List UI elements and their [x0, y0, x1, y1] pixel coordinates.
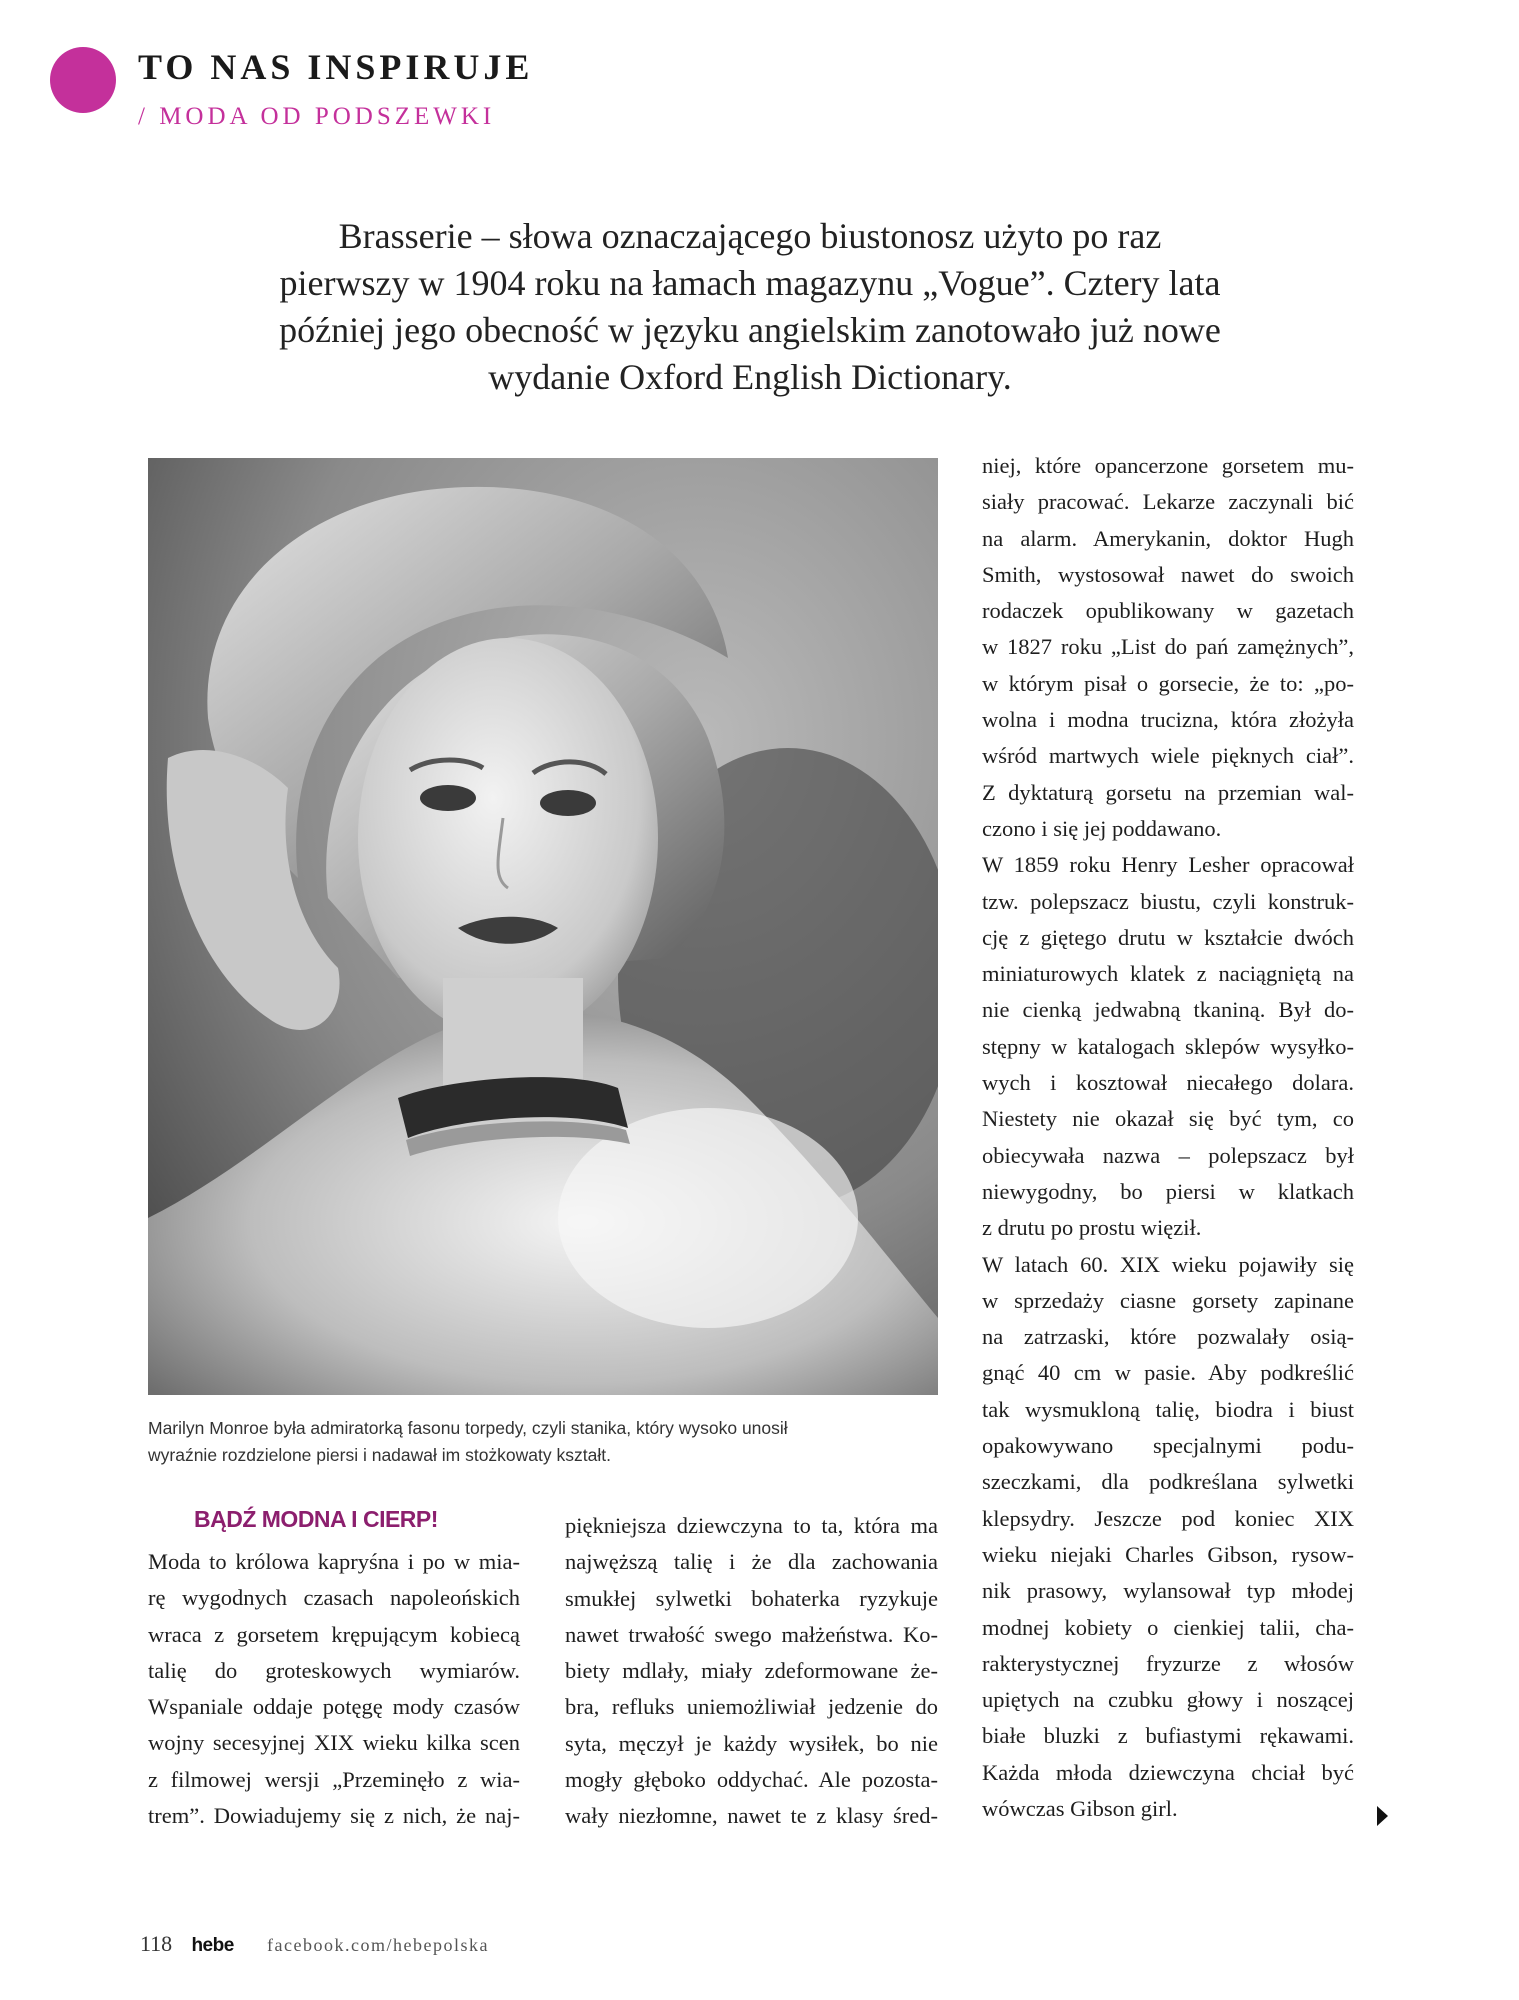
text-line: stępny w katalogach sklepów wysyłko- [982, 1033, 1354, 1059]
article-column-2 [565, 1508, 938, 1835]
text-line: na zatrzaski, które pozwalały osią- [982, 1324, 1354, 1350]
text-line: nik prasowy, wylansował typ młodej [982, 1578, 1354, 1604]
text-line: miniaturowych klatek z naciągniętą na [982, 961, 1354, 987]
text-line: czono i się jej poddawano. [982, 815, 1222, 841]
text-line: białe bluzki z bufiastymi rękawami. [982, 1723, 1354, 1749]
text-line: Wspaniale oddaje potęgę mody czasów [148, 1694, 520, 1720]
text-line: obiecywała nazwa – polepszacz był [982, 1142, 1354, 1168]
text-line: tzw. polepszacz biustu, czyli konstruk- [982, 888, 1354, 914]
text-line: cję z giętego drutu w kształcie dwóch [982, 924, 1354, 950]
text-line: smukłej sylwetki bohaterka ryzykuje [565, 1585, 938, 1611]
text-line: wały niezłomne, nawet te z klasy śred- [565, 1803, 938, 1829]
text-line: Z dyktaturą gorsetu na przemian wal- [982, 779, 1354, 805]
text-line: z filmowej wersji „Przeminęło z wia- [148, 1766, 520, 1792]
article-heading: BĄDŹ MODNA I CIERP! [194, 1506, 438, 1532]
text-line: talię do groteskowych wymiarów. [148, 1657, 520, 1683]
text-line: upiętych na czubku głowy i noszącej [982, 1687, 1354, 1713]
text-line: Niestety nie okazał się być tym, co [982, 1106, 1354, 1132]
text-line: piękniejsza dziewczyna to ta, która ma [565, 1513, 938, 1538]
text-line: mogły głęboko oddychać. Ale pozosta- [565, 1767, 938, 1793]
text-line: rodaczek opublikowany w gazetach [982, 598, 1354, 624]
text-line: wśród martwych wiele pięknych ciał”. [982, 743, 1354, 769]
text-line: siały pracować. Lekarze zaczynali bić [982, 489, 1354, 515]
text-line: Moda to królowa kapryśna i po w mia- [148, 1549, 520, 1574]
section-dot-icon [50, 47, 116, 113]
text-line: szeczkami, dla podkreślana sylwetki [982, 1469, 1354, 1495]
photo-caption [148, 1415, 938, 1469]
caption-line: Marilyn Monroe była admiratorką fasonu torpedy, czyli stanika, który wysoko unosił [148, 1418, 788, 1438]
text-line: z drutu po prostu więził. [982, 1215, 1202, 1241]
text-line: wych i kosztował niecałego dolara. [982, 1070, 1354, 1096]
text-line: klepsydry. Jeszcze pod koniec XIX [982, 1505, 1354, 1531]
text-line: wojny secesyjnej XIX wieku kilka scen [148, 1730, 520, 1756]
text-line: wraca z gorsetem krępującym kobiecą [148, 1621, 520, 1647]
article-column-1 [148, 1544, 520, 1834]
text-line: wieku niejaki Charles Gibson, rysow- [982, 1541, 1354, 1567]
text-line: modnej kobiety o cienkiej talii, cha- [982, 1614, 1354, 1640]
section-title: TO NAS INSPIRUJE [138, 47, 534, 87]
text-line: nie cienką jedwabną tkaniną. Był do- [982, 997, 1354, 1023]
lead-paragraph [140, 213, 1360, 401]
text-line: rakterystycznej fryzurze z włosów [982, 1650, 1354, 1676]
portrait-illustration [148, 458, 938, 1395]
text-line: Każda młoda dziewczyna chciał być [982, 1759, 1354, 1785]
text-line: biety mdlały, miały zdeformowane że- [565, 1658, 938, 1684]
lead-line: później jego obecność w języku angielskim zanotowało już nowe [279, 310, 1221, 350]
text-line: niewygodny, bo piersi w klatkach [982, 1178, 1354, 1204]
text-line: nawet trwałość swego małżeństwa. Ko- [565, 1621, 938, 1647]
portrait-photo [148, 458, 938, 1395]
text-line: Smith, wystosował nawet do swoich [982, 561, 1354, 587]
next-page-arrow-icon [1377, 1806, 1388, 1826]
lead-line: pierwszy w 1904 roku na łamach magazynu „Vogue”. Cztery lata [279, 263, 1221, 303]
brand-logo: hebe [191, 1935, 234, 1956]
text-line: niej, które opancerzone gorsetem mu- [982, 453, 1354, 478]
text-line: w 1827 roku „List do pań zamężnych”, [982, 634, 1354, 660]
text-line: bra, refluks uniemożliwiał jedzenie do [565, 1694, 938, 1720]
text-line: trem”. Dowiadujemy się z nich, że naj- [148, 1803, 520, 1829]
text-line: najwęższą talię i że dla zachowania [565, 1549, 938, 1575]
article-column-3 [982, 448, 1354, 1827]
text-line: gnąć 40 cm w pasie. Aby podkreślić [982, 1360, 1354, 1386]
text-line: wolna i modna trucizna, która złożyła [982, 707, 1354, 733]
page-footer [140, 1931, 489, 1957]
text-line: w sprzedaży ciasne gorsety zapinane [982, 1287, 1354, 1313]
lead-line: Brasserie – słowa oznaczającego biustonosz użyto po raz [338, 216, 1162, 256]
text-line: W latach 60. XIX wieku pojawiły się [982, 1251, 1354, 1277]
text-line: w którym pisał o gorsecie, że to: „po- [982, 670, 1354, 696]
page-number: 118 [140, 1931, 173, 1956]
text-line: na alarm. Amerykanin, doktor Hugh [982, 525, 1354, 551]
text-line: wówczas Gibson girl. [982, 1795, 1178, 1821]
lead-line: wydanie Oxford English Dictionary. [488, 357, 1012, 397]
text-line: rę wygodnych czasach napoleońskich [148, 1585, 520, 1611]
facebook-link[interactable]: facebook.com/hebepolska [267, 1935, 489, 1955]
text-line: syta, męczył je każdy wysiłek, bo nie [565, 1730, 938, 1756]
text-line: tak wysmukloną talię, biodra i biust [982, 1396, 1354, 1422]
caption-line: wyraźnie rozdzielone piersi i nadawał im stożkowaty kształt. [148, 1445, 611, 1465]
text-line: W 1859 roku Henry Lesher opracował [982, 852, 1354, 878]
text-line: opakowywano specjalnymi podu- [982, 1433, 1354, 1459]
section-subtitle: / MODA OD PODSZEWKI [138, 103, 496, 130]
